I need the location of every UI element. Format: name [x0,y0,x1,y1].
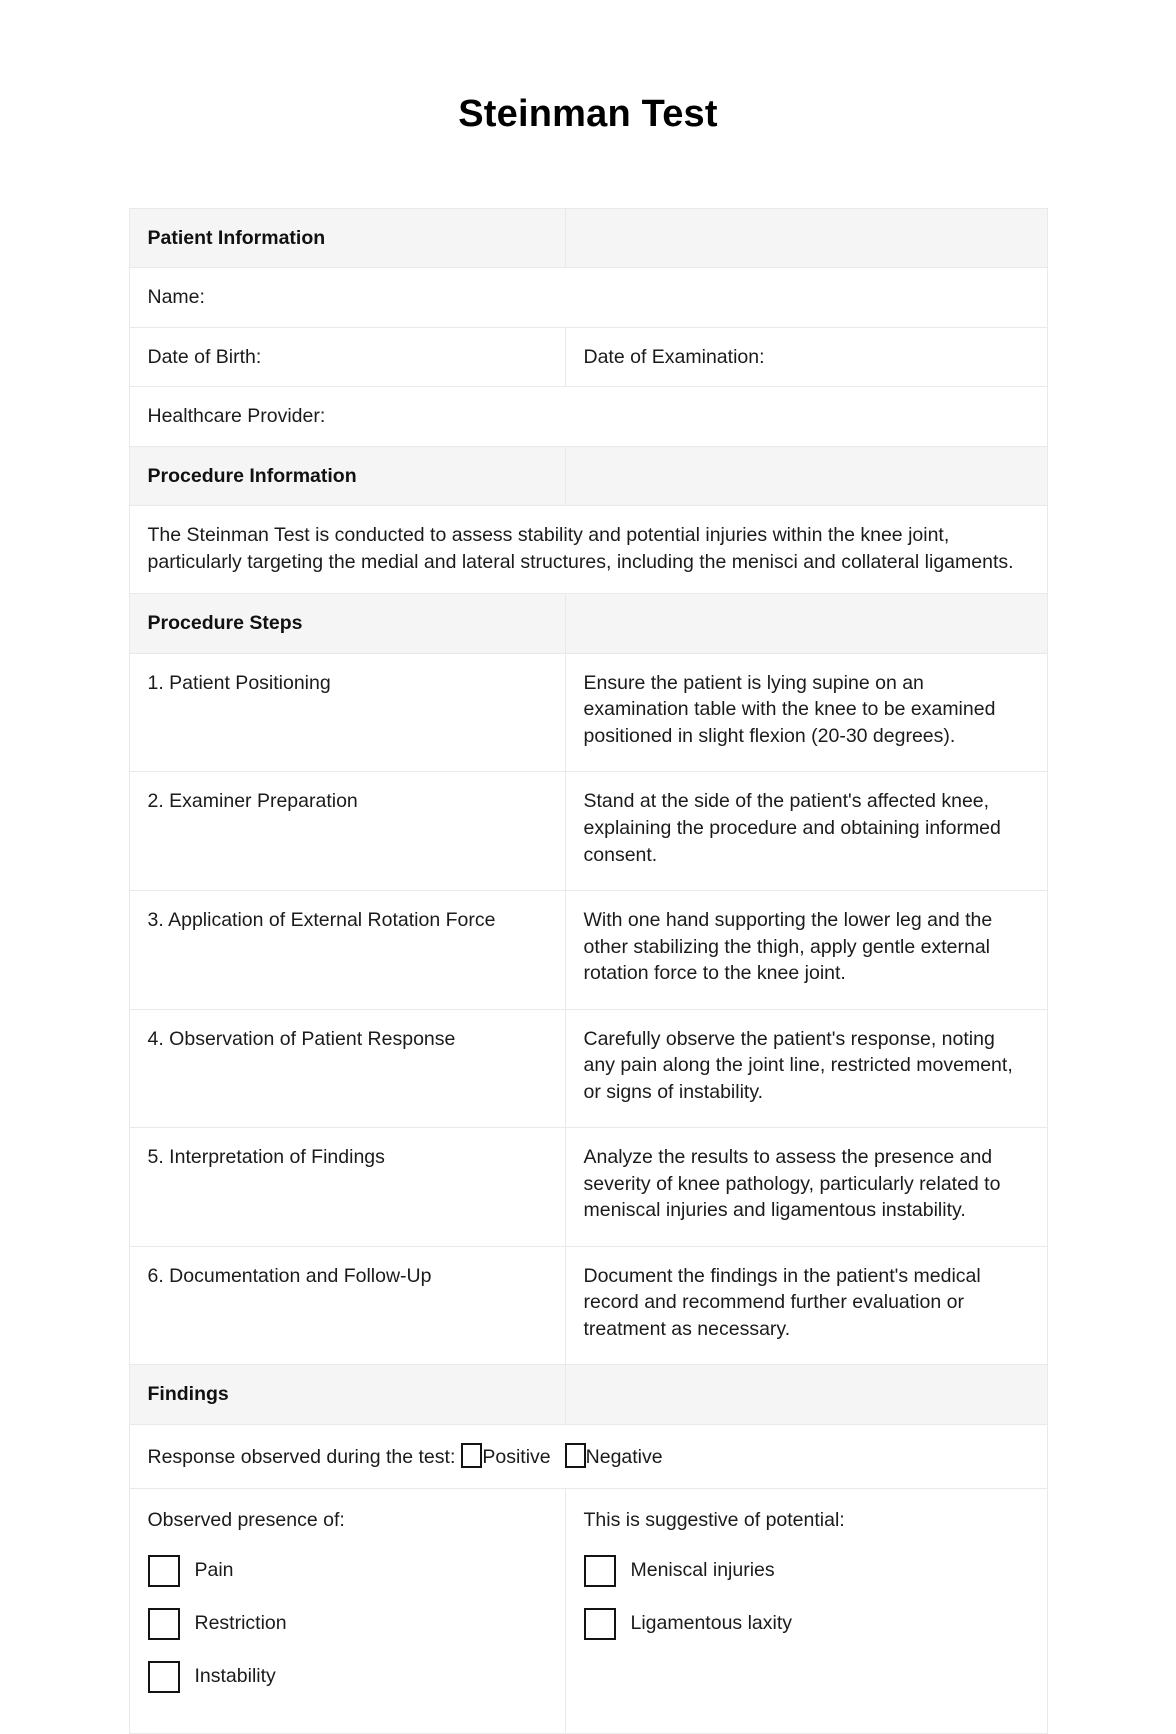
step-description: With one hand supporting the lower leg and the other stabilizing the thigh, apply gentle external rotation force to the knee joint. [565,891,1047,1010]
list-item[interactable] [148,1608,547,1640]
field-label-date-of-birth[interactable]: Date of Birth: [129,327,565,387]
table-row [129,653,1047,772]
table-row [129,327,1047,387]
step-name: 5. Interpretation of Findings [129,1128,565,1247]
table-row [129,1489,1047,1734]
table-row [129,772,1047,891]
table-row [129,1246,1047,1365]
checkbox-label-instability: Instability [194,1665,276,1688]
section-title-procedure-steps: Procedure Steps [129,594,565,654]
checkbox-label-meniscal-injuries: Meniscal injuries [630,1559,775,1582]
checkbox-meniscal-injuries[interactable] [584,1555,616,1587]
step-description: Stand at the side of the patient's affected knee, explaining the procedure and obtaining informed consent. [565,772,1047,891]
response-observed-row [129,1424,1047,1489]
observed-presence-prompt: Observed presence of: [147,1509,345,1532]
field-label-name[interactable]: Name: [129,268,1047,328]
section-header-procedure-information [129,446,1047,506]
step-name: 4. Observation of Patient Response [129,1009,565,1128]
table-row [129,1009,1047,1128]
table-row [129,268,1047,328]
step-description: Carefully observe the patient's response, noting any pain along the joint line, restricted movement, or signs of instability. [565,1009,1047,1128]
checkbox-ligamentous-laxity[interactable] [584,1608,616,1640]
procedure-description: The Steinman Test is conducted to assess stability and potential injuries within the knee joint, particularly targeting the medial and lateral structures, including the menisci and collateral ligaments. [129,506,1047,594]
suggestive-of-cell [565,1489,1047,1734]
step-description: Document the findings in the patient's medical record and recommend further evaluation or treatment as necessary. [565,1246,1047,1365]
checkbox-restriction[interactable] [148,1608,180,1640]
step-name: 1. Patient Positioning [129,653,565,772]
checkbox-label-negative: Negative [585,1445,663,1468]
checkbox-label-restriction: Restriction [194,1612,287,1635]
table-row [129,1424,1047,1489]
section-title-findings: Findings [129,1365,565,1425]
list-item[interactable] [584,1608,1029,1640]
table-row [129,891,1047,1010]
section-header-procedure-steps [129,594,1047,654]
table-row [129,387,1047,447]
page-title: Steinman Test [458,93,718,135]
list-item[interactable] [148,1661,547,1693]
step-name: 6. Documentation and Follow-Up [129,1246,565,1365]
table-row [129,506,1047,594]
field-label-date-of-examination[interactable]: Date of Examination: [565,327,1047,387]
list-item[interactable] [584,1555,1029,1587]
checkbox-label-positive: Positive [482,1445,551,1468]
step-description: Analyze the results to assess the presence and severity of knee pathology, particularly related to meniscal injuries and ligamentous instability. [565,1128,1047,1247]
suggestive-of-prompt: This is suggestive of potential: [583,1509,845,1532]
steinman-test-form-table [129,208,1048,1734]
list-item[interactable] [148,1555,547,1587]
step-name: 2. Examiner Preparation [129,772,565,891]
checkbox-instability[interactable] [148,1661,180,1693]
step-description: Ensure the patient is lying supine on an examination table with the knee to be examined positioned in slight flexion (20-30 degrees). [565,653,1047,772]
checkbox-negative[interactable] [565,1443,586,1468]
section-title-patient-information: Patient Information [129,208,565,268]
section-header-spacer [565,446,1047,506]
section-title-procedure-information: Procedure Information [129,446,565,506]
checkbox-pain[interactable] [148,1555,180,1587]
checkbox-label-ligamentous-laxity: Ligamentous laxity [630,1612,793,1635]
observed-presence-cell [129,1489,565,1734]
observed-presence-list [148,1555,547,1693]
section-header-spacer [565,1365,1047,1425]
response-observed-label: Response observed during the test: [147,1445,456,1468]
field-label-healthcare-provider[interactable]: Healthcare Provider: [129,387,1047,447]
checkbox-label-pain: Pain [194,1559,234,1582]
section-header-findings [129,1365,1047,1425]
section-header-spacer [565,594,1047,654]
checkbox-positive[interactable] [461,1443,482,1468]
table-row [129,1128,1047,1247]
section-header-spacer [565,208,1047,268]
section-header-patient-information [129,208,1047,268]
suggestive-of-list [584,1555,1029,1640]
step-name: 3. Application of External Rotation Force [129,891,565,1010]
